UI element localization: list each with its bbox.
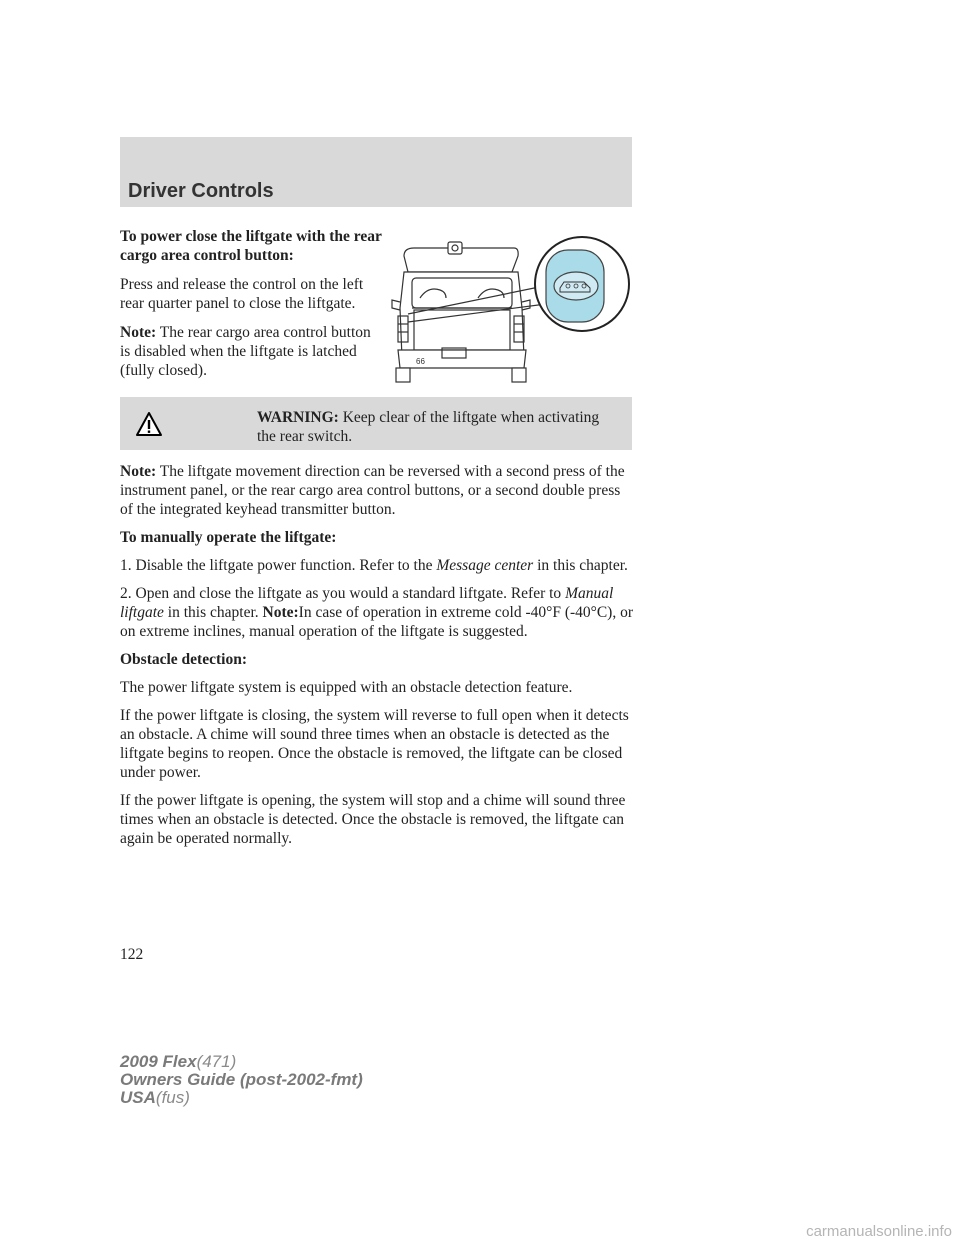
rear-close-note — [120, 323, 382, 380]
manual-step-2 — [120, 584, 635, 641]
step2-text: 2. Open and close the liftgate as you would a standard liftgate. Refer to — [120, 585, 566, 602]
liftgate-illustration — [384, 228, 634, 395]
note-label: Note: — [120, 324, 157, 341]
note-text: The rear cargo area control button is disabled when the liftgate is latched (fully closed). — [120, 324, 371, 379]
footer-line-3 — [120, 1089, 363, 1107]
reverse-note-text: The liftgate movement direction can be reversed with a second press of the instrument panel, or the rear cargo area control buttons, or a second double press of the integrated keyhead transmitter button. — [120, 463, 625, 518]
reverse-note — [120, 462, 635, 519]
step1-text: 1. Disable the liftgate power function. Refer to the — [120, 557, 437, 574]
footer-line-2: Owners Guide (post-2002-fmt) — [120, 1070, 363, 1089]
warning-text-block — [257, 408, 617, 446]
warning-label: WARNING: — [257, 409, 339, 426]
warning-text: Keep clear of the liftgate when activating the rear switch. — [257, 409, 600, 445]
watermark: carmanualsonline.info — [806, 1223, 952, 1240]
manual-step-1 — [120, 556, 635, 575]
footer-code: (471) — [196, 1052, 237, 1071]
rear-close-section — [120, 227, 382, 380]
warning-triangle-icon — [135, 411, 163, 437]
obstacle-paragraph-3: If the power liftgate is opening, the system will stop and a chime will sound three times when an obstacle is detected. Once the obstacle is removed, the liftgate can again be operated normally. — [120, 792, 626, 847]
obstacle-heading: Obstacle detection: — [120, 651, 247, 668]
rear-vehicle-image — [384, 228, 634, 390]
message-center-ref: Message center — [436, 557, 534, 574]
reverse-note-label: Note: — [120, 463, 157, 480]
obstacle-paragraph-1: The power liftgate system is equipped with an obstacle detection feature. — [120, 679, 573, 696]
footer-model: 2009 Flex — [120, 1052, 197, 1071]
main-content — [120, 462, 635, 848]
page-number: 122 — [120, 946, 144, 963]
obstacle-paragraph-2: If the power liftgate is closing, the system will reverse to full open when it detects an obstacle. A chime will sound three times when an obstacle is detected as the liftgate begins to reopen. Once the obstacle is removed, the liftgate can be closed under power. — [120, 707, 629, 781]
section-header — [120, 137, 632, 207]
rear-close-heading: To power close the liftgate with the rear cargo area control button: — [120, 228, 382, 264]
manual-heading: To manually operate the liftgate: — [120, 529, 337, 546]
footer-line-1 — [120, 1053, 363, 1071]
step1-tail: in this chapter. — [533, 557, 628, 574]
document-footer — [120, 1053, 363, 1107]
section-title: Driver Controls — [128, 180, 274, 202]
manual-liftgate-ref: Manual liftgate — [120, 585, 614, 621]
footer-market-code: (fus) — [155, 1088, 190, 1107]
step2-mid: in this chapter. — [163, 604, 263, 621]
step2-note-text: In case of operation in extreme cold -40°F (-40°C), or on extreme inclines, manual operation of the liftgate is suggested. — [120, 604, 634, 640]
footer-market: USA — [120, 1088, 156, 1107]
plate-text: 66 — [416, 357, 425, 366]
rear-close-body: Press and release the control on the left rear quarter panel to close the liftgate. — [120, 276, 364, 312]
step2-note-label: Note: — [262, 604, 299, 621]
